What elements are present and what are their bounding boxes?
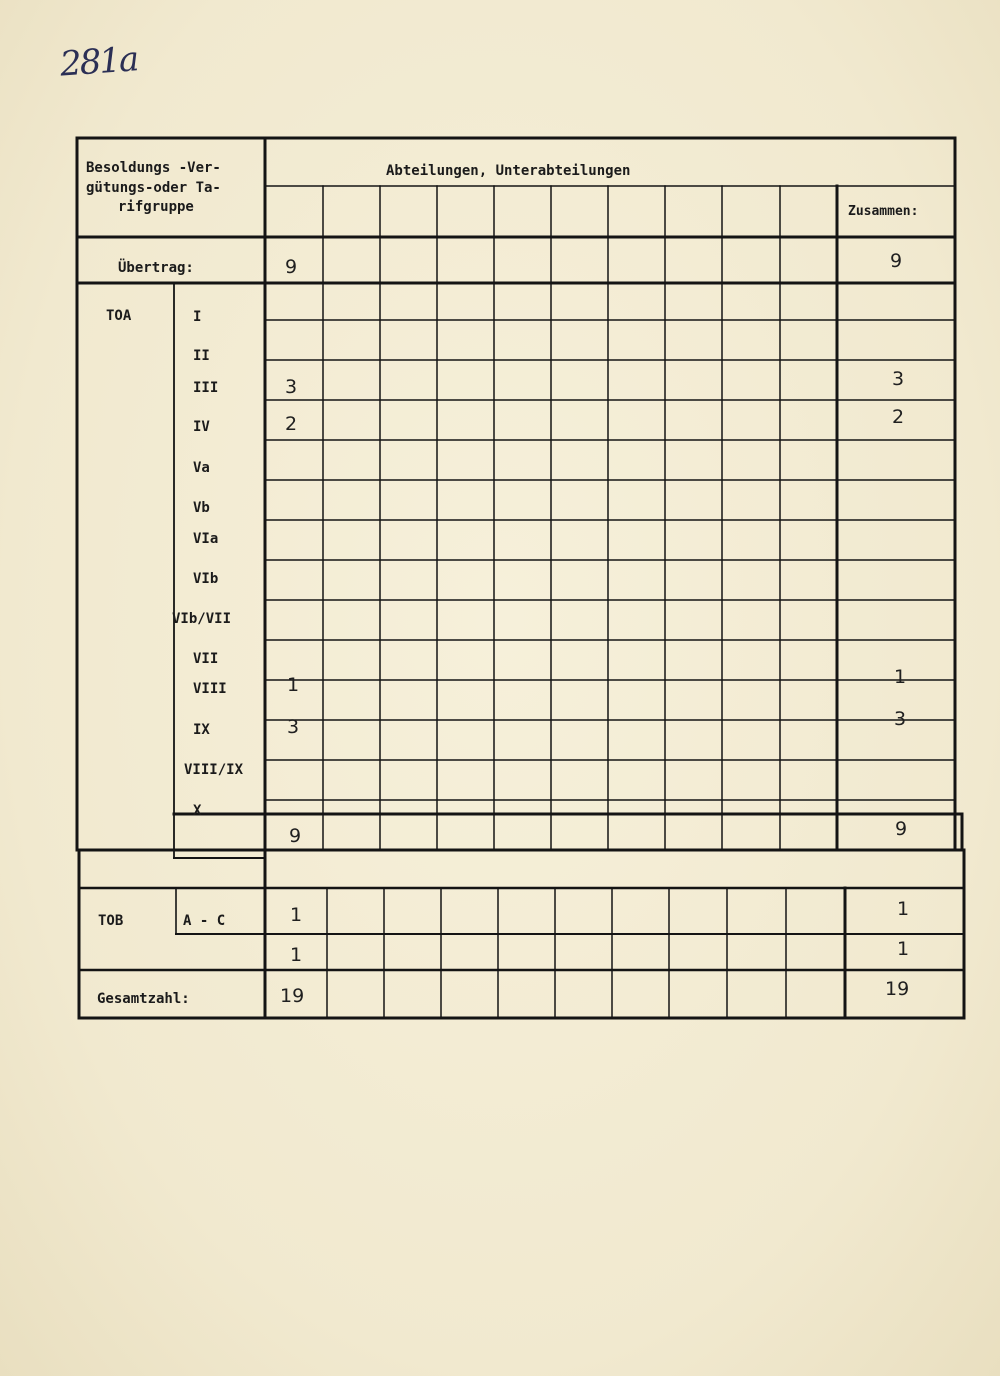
- grand-total-label: Gesamtzahl:: [97, 991, 190, 1007]
- cell-value: 3: [285, 376, 298, 398]
- grade-label: VIb: [193, 571, 219, 587]
- grand-total-value: 19: [280, 985, 305, 1007]
- grade-label: X: [193, 803, 202, 819]
- tob-value: 1: [290, 904, 303, 926]
- toa-subtotal-value: 9: [289, 825, 302, 847]
- grade-label: VIII/IX: [184, 762, 244, 778]
- cell-value: 3: [287, 716, 300, 738]
- tob-total: 1: [897, 898, 910, 920]
- grade-label: VIII: [193, 681, 227, 697]
- grade-label: IV: [193, 419, 210, 435]
- grade-label: VIa: [193, 531, 219, 547]
- cell-value: 1: [287, 674, 300, 696]
- grade-label: II: [193, 348, 210, 364]
- tob-grade-label: A - C: [183, 913, 226, 929]
- carryover-label: Übertrag:: [118, 260, 194, 276]
- total-value: 2: [892, 406, 905, 428]
- grand-total-total: 19: [885, 978, 910, 1000]
- toa-label: TOA: [106, 308, 132, 324]
- group-header-line3: rifgruppe: [118, 199, 194, 215]
- grade-label: Va: [193, 460, 210, 476]
- carryover-total: 9: [890, 250, 903, 272]
- total-header: Zusammen:: [848, 204, 919, 219]
- total-value: 3: [892, 368, 905, 390]
- toa-subtotal-total: 9: [895, 818, 908, 840]
- grade-label: VIb/VII: [172, 611, 232, 627]
- tob-subtotal-value: 1: [290, 944, 303, 966]
- grade-label: III: [193, 380, 219, 396]
- grade-label: VII: [193, 651, 219, 667]
- grade-label: I: [193, 309, 202, 325]
- group-header-line2: gütungs-oder Ta-: [86, 180, 221, 196]
- cell-value: 2: [285, 413, 298, 435]
- tob-subtotal-total: 1: [897, 938, 910, 960]
- tob-label: TOB: [98, 913, 124, 929]
- total-value: 3: [894, 708, 907, 730]
- folio-number: 281a: [58, 39, 139, 85]
- carryover-value: 9: [285, 256, 298, 278]
- grade-label: Vb: [193, 500, 210, 516]
- departments-header: Abteilungen, Unterabteilungen: [386, 163, 631, 179]
- group-header-line1: Besoldungs -Ver-: [86, 160, 221, 176]
- total-value: 1: [894, 666, 907, 688]
- grade-label: IX: [193, 722, 210, 738]
